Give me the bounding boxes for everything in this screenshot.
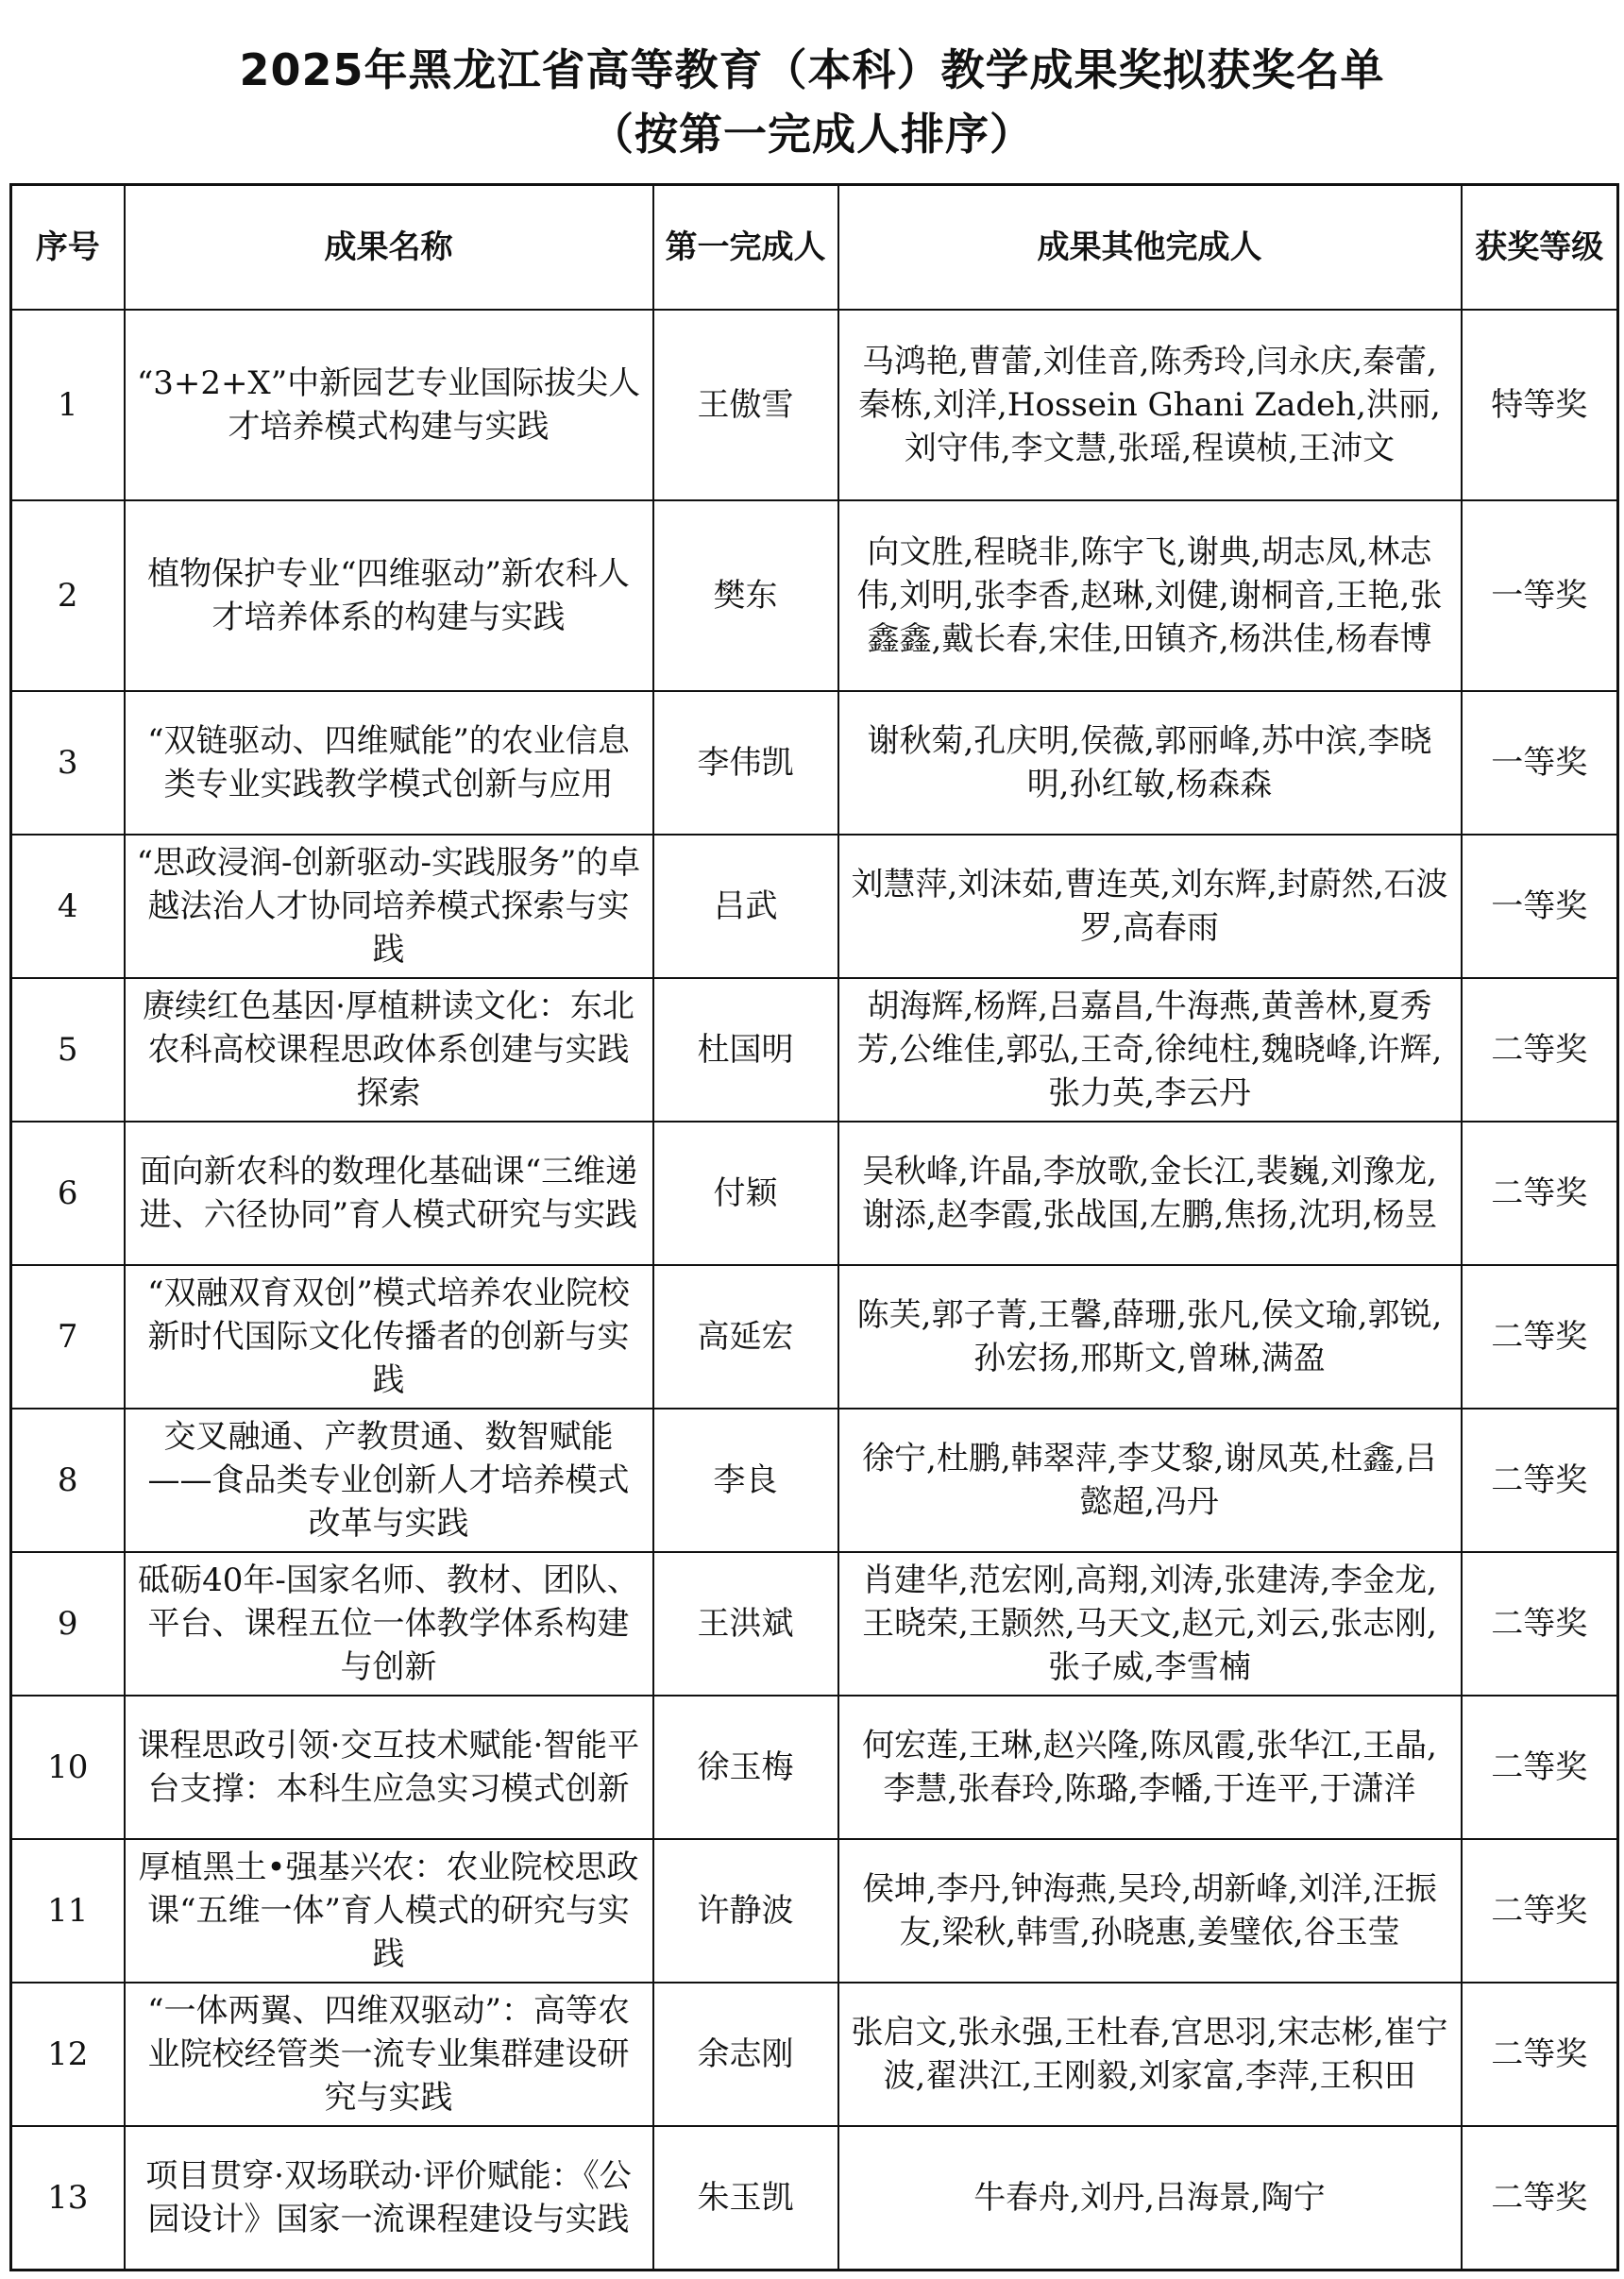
- row-number: 5: [11, 978, 125, 1122]
- achievement-name: 课程思政引领·交互技术赋能·智能平台支撑：本科生应急实习模式创新: [125, 1696, 653, 1839]
- header-no: 序号: [11, 185, 125, 311]
- table-row: [11, 1265, 1618, 1409]
- row-number: 1: [11, 310, 125, 500]
- row-number: 7: [11, 1265, 125, 1409]
- achievement-name: 厚植黑土•强基兴农：农业院校思政课“五维一体”育人模式的研究与实践: [125, 1839, 653, 1983]
- table-row: [11, 835, 1618, 978]
- row-number: 3: [11, 691, 125, 835]
- achievement-name: 植物保护专业“四维驱动”新农科人才培养体系的构建与实践: [125, 500, 653, 691]
- awards-table: [9, 183, 1619, 2271]
- first-completer: 朱玉凯: [653, 2126, 838, 2270]
- header-level: 获奖等级: [1462, 185, 1618, 311]
- award-level: 一等奖: [1462, 500, 1618, 691]
- achievement-name: 项目贯穿·双场联动·评价赋能：《公园设计》国家一流课程建设与实践: [125, 2126, 653, 2270]
- table-row: [11, 1983, 1618, 2126]
- header-others: 成果其他完成人: [838, 185, 1462, 311]
- table-row: [11, 1409, 1618, 1552]
- award-level: 二等奖: [1462, 1122, 1618, 1265]
- other-completers: 马鸿艳,曹蕾,刘佳音,陈秀玲,闫永庆,秦蕾,秦栋,刘洋,Hossein Ghani Zadeh,洪丽,刘守伟,李文慧,张瑶,程谟桢,王沛文: [838, 310, 1462, 500]
- table-row: [11, 978, 1618, 1122]
- other-completers: 张启文,张永强,王杜春,宫思羽,宋志彬,崔宁波,翟洪江,王刚毅,刘家富,李萍,王积田: [838, 1983, 1462, 2126]
- title-line-1: 2025年黑龙江省高等教育（本科）教学成果奖拟获奖名单: [239, 44, 1385, 95]
- award-level: 二等奖: [1462, 1983, 1618, 2126]
- row-number: 2: [11, 500, 125, 691]
- other-completers: 刘慧萍,刘沫茹,曹连英,刘东辉,封蔚然,石波罗,高春雨: [838, 835, 1462, 978]
- other-completers: 谢秋菊,孔庆明,侯薇,郭丽峰,苏中滨,李晓明,孙红敏,杨森森: [838, 691, 1462, 835]
- first-completer: 王傲雪: [653, 310, 838, 500]
- title-line-2: （按第一完成人排序）: [590, 109, 1034, 160]
- achievement-name: “3+2+X”中新园艺专业国际拔尖人才培养模式构建与实践: [125, 310, 653, 500]
- achievement-name: 面向新农科的数理化基础课“三维递进、六径协同”育人模式研究与实践: [125, 1122, 653, 1265]
- table-row: [11, 1122, 1618, 1265]
- first-completer: 杜国明: [653, 978, 838, 1122]
- header-name: 成果名称: [125, 185, 653, 311]
- award-level: 二等奖: [1462, 1265, 1618, 1409]
- row-number: 4: [11, 835, 125, 978]
- first-completer: 徐玉梅: [653, 1696, 838, 1839]
- award-level: 特等奖: [1462, 310, 1618, 500]
- first-completer: 许静波: [653, 1839, 838, 1983]
- table-row: [11, 691, 1618, 835]
- achievement-name: “一体两翼、四维双驱动”：高等农业院校经管类一流专业集群建设研究与实践: [125, 1983, 653, 2126]
- table-row: [11, 2126, 1618, 2270]
- other-completers: 何宏莲,王琳,赵兴隆,陈凤霞,张华江,王晶,李慧,张春玲,陈璐,李幡,于连平,于潇洋: [838, 1696, 1462, 1839]
- header-first: 第一完成人: [653, 185, 838, 311]
- achievement-name: “双链驱动、四维赋能”的农业信息类专业实践教学模式创新与应用: [125, 691, 653, 835]
- row-number: 12: [11, 1983, 125, 2126]
- achievement-name: 交叉融通、产教贯通、数智赋能——食品类专业创新人才培养模式改革与实践: [125, 1409, 653, 1552]
- award-level: 二等奖: [1462, 978, 1618, 1122]
- other-completers: 胡海辉,杨辉,吕嘉昌,牛海燕,黄善林,夏秀芳,公维佳,郭弘,王奇,徐纯柱,魏晓峰,许辉,张力英,李云丹: [838, 978, 1462, 1122]
- other-completers: 向文胜,程晓非,陈宇飞,谢典,胡志凤,林志伟,刘明,张李香,赵琳,刘健,谢桐音,王艳,张鑫鑫,戴长春,宋佳,田镇齐,杨洪佳,杨春博: [838, 500, 1462, 691]
- table-row: [11, 1552, 1618, 1696]
- row-number: 6: [11, 1122, 125, 1265]
- other-completers: 吴秋峰,许晶,李放歌,金长江,裴巍,刘豫龙,谢添,赵李霞,张战国,左鹏,焦扬,沈玥,杨昱: [838, 1122, 1462, 1265]
- other-completers: 牛春舟,刘丹,吕海景,陶宁: [838, 2126, 1462, 2270]
- first-completer: 李伟凯: [653, 691, 838, 835]
- document-title: [0, 38, 1624, 166]
- row-number: 13: [11, 2126, 125, 2270]
- other-completers: 侯坤,李丹,钟海燕,吴玲,胡新峰,刘洋,汪振友,梁秋,韩雪,孙晓惠,姜璧依,谷玉莹: [838, 1839, 1462, 1983]
- row-number: 10: [11, 1696, 125, 1839]
- achievement-name: 砥砺40年-国家名师、教材、团队、平台、课程五位一体教学体系构建与创新: [125, 1552, 653, 1696]
- row-number: 11: [11, 1839, 125, 1983]
- first-completer: 余志刚: [653, 1983, 838, 2126]
- table-row: [11, 1696, 1618, 1839]
- achievement-name: “双融双育双创”模式培养农业院校新时代国际文化传播者的创新与实践: [125, 1265, 653, 1409]
- achievement-name: 赓续红色基因·厚植耕读文化：东北农科高校课程思政体系创建与实践探索: [125, 978, 653, 1122]
- award-level: 一等奖: [1462, 691, 1618, 835]
- other-completers: 肖建华,范宏刚,高翔,刘涛,张建涛,李金龙,王晓荣,王颢然,马天文,赵元,刘云,张志刚,张子威,李雪楠: [838, 1552, 1462, 1696]
- award-level: 二等奖: [1462, 1839, 1618, 1983]
- achievement-name: “思政浸润-创新驱动-实践服务”的卓越法治人才协同培养模式探索与实践: [125, 835, 653, 978]
- award-level: 二等奖: [1462, 1696, 1618, 1839]
- first-completer: 高延宏: [653, 1265, 838, 1409]
- other-completers: 徐宁,杜鹏,韩翠萍,李艾黎,谢凤英,杜鑫,吕懿超,冯丹: [838, 1409, 1462, 1552]
- award-level: 二等奖: [1462, 2126, 1618, 2270]
- award-level: 二等奖: [1462, 1552, 1618, 1696]
- first-completer: 李良: [653, 1409, 838, 1552]
- table-row: [11, 500, 1618, 691]
- first-completer: 付颖: [653, 1122, 838, 1265]
- table-row: [11, 1839, 1618, 1983]
- other-completers: 陈芙,郭子菁,王馨,薛珊,张凡,侯文瑜,郭锐,孙宏扬,邢斯文,曾琳,满盈: [838, 1265, 1462, 1409]
- first-completer: 王洪斌: [653, 1552, 838, 1696]
- first-completer: 樊东: [653, 500, 838, 691]
- row-number: 9: [11, 1552, 125, 1696]
- award-level: 二等奖: [1462, 1409, 1618, 1552]
- row-number: 8: [11, 1409, 125, 1552]
- table-header-row: [11, 185, 1618, 311]
- award-level: 一等奖: [1462, 835, 1618, 978]
- table-row: [11, 310, 1618, 500]
- first-completer: 吕武: [653, 835, 838, 978]
